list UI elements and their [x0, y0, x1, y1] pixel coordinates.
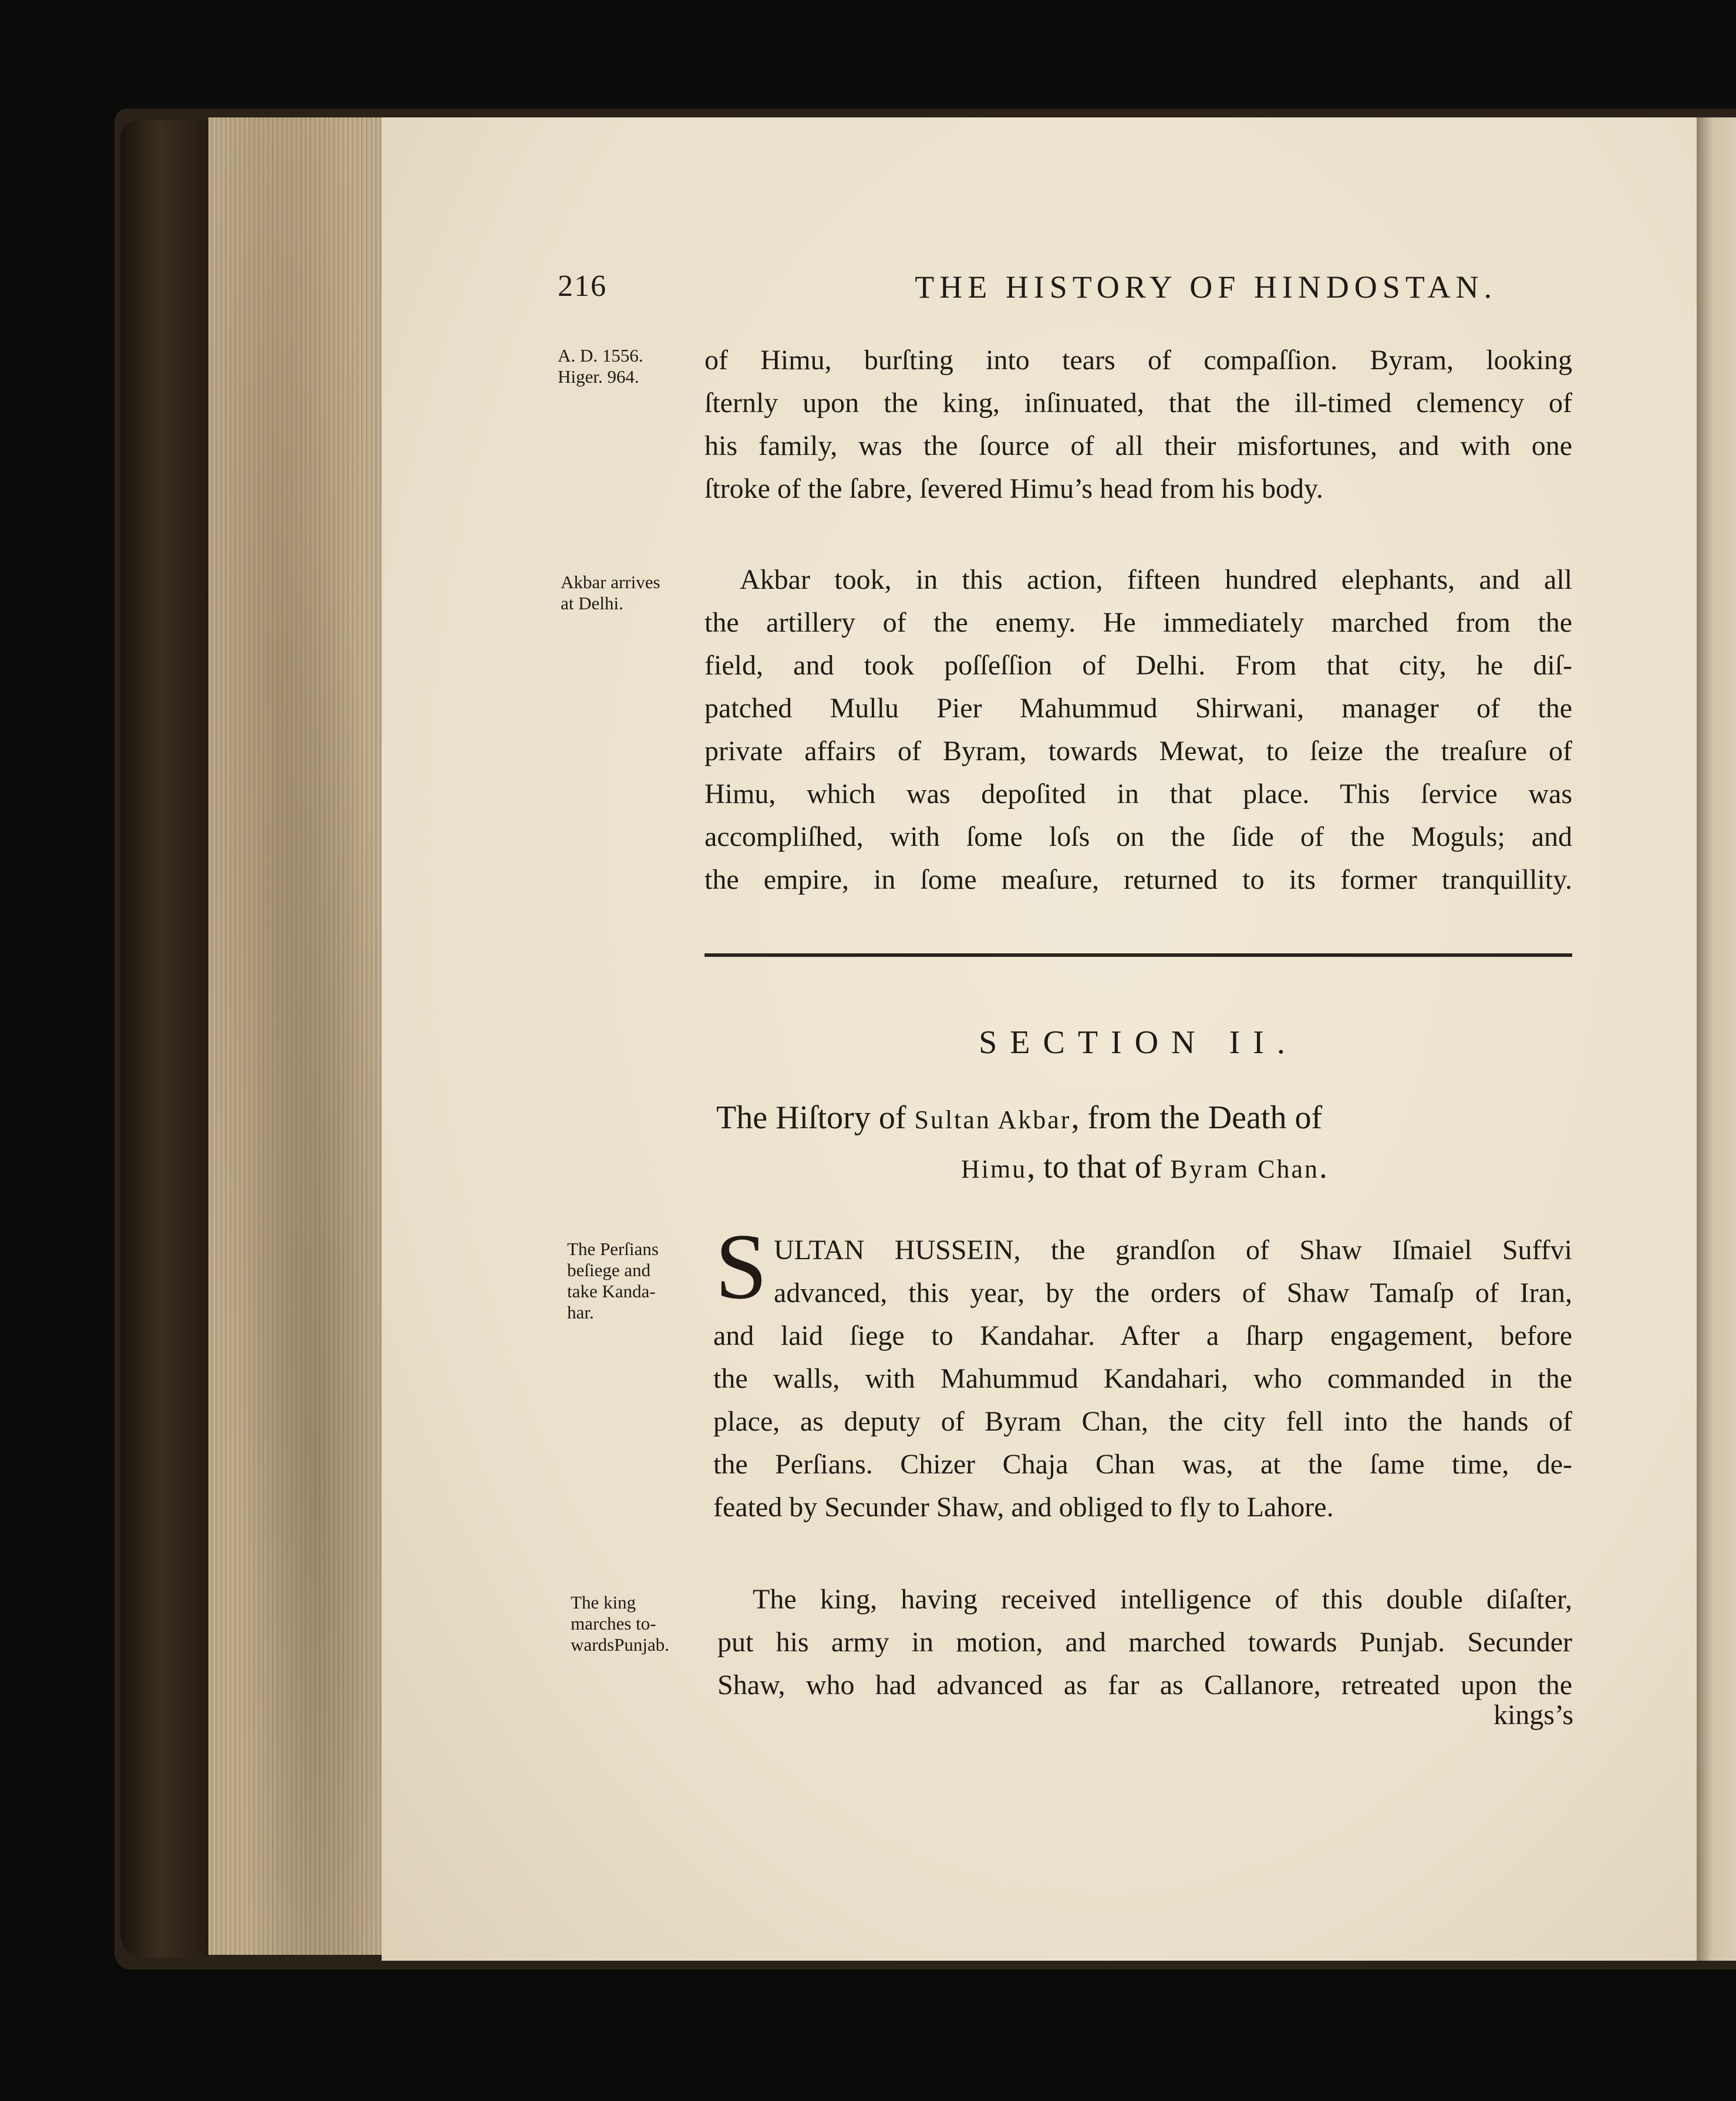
text-line: The king, having received intelligence of this double diſaſter,: [753, 1584, 1572, 1615]
subtitle-name: Byram Chan: [1170, 1155, 1320, 1183]
paragraph-3: [713, 1314, 1572, 1529]
text-line: ſternly upon the king, inſinuated, that the ill-timed clemency of: [704, 387, 1572, 419]
paragraph-2: [704, 558, 1572, 901]
margin-note-line: Akbar arrives: [561, 572, 660, 592]
margin-note-king-marches: [571, 1592, 669, 1655]
text-line: ULTAN HUSSEIN, the grandſon of Shaw Iſmaiel Suffvi: [774, 1235, 1572, 1266]
paragraph-4: [717, 1578, 1572, 1707]
text-line: of Himu, burſting into tears of compaſſion. Byram, looking: [704, 345, 1572, 376]
drop-cap: S: [715, 1214, 767, 1318]
margin-note-line: har.: [567, 1302, 594, 1323]
running-title: THE HISTORY OF HINDOSTAN.: [915, 269, 1497, 305]
subtitle-name: Sultan Akbar: [914, 1105, 1071, 1134]
section-heading: SECTION II.: [979, 1024, 1298, 1061]
subtitle-name: Himu: [960, 1155, 1027, 1183]
text-line: the empire, in ſome meaſure, returned to its former tranquillity.: [704, 864, 1572, 895]
margin-note-line: Higer. 964.: [558, 366, 639, 387]
text-line: private affairs of Byram, towards Mewat, to ſeize the treaſure of: [704, 736, 1572, 767]
margin-note-date: [558, 345, 643, 387]
text-line: the artillery of the enemy. He immediately marched from the: [704, 607, 1572, 638]
margin-note-line: take Kanda-: [567, 1281, 656, 1301]
margin-note-line: A. D. 1556.: [558, 345, 643, 366]
text-line: advanced, this year, by the orders of Shaw Tamaſp of Iran,: [774, 1277, 1572, 1309]
margin-note-line: at Delhi.: [561, 593, 623, 613]
text-line: his family, was the ſource of all their misfortunes, and with one: [704, 430, 1572, 461]
text-line: patched Mullu Pier Mahummud Shirwani, manager of the: [704, 693, 1572, 724]
subtitle-text: .: [1319, 1149, 1328, 1185]
subtitle-text: , to that of: [1027, 1149, 1171, 1185]
text-line: the Perſians. Chizer Chaja Chan was, at the ſame time, de-: [713, 1449, 1572, 1480]
text-line: the walls, with Mahummud Kandahari, who commanded in the: [713, 1363, 1572, 1394]
margin-note-akbar-arrives: [561, 572, 660, 614]
margin-note-line: wardsPunjab.: [571, 1634, 669, 1655]
text-line: put his army in motion, and marched towards Punjab. Secunder: [717, 1627, 1572, 1658]
subtitle-text: , from the Death of: [1071, 1100, 1323, 1136]
facing-page-edge: [1697, 117, 1736, 1961]
section-subtitle: [716, 1093, 1572, 1192]
section-divider-rule: [704, 953, 1572, 957]
page-number: 216: [558, 269, 607, 303]
text-line: feated by Secunder Shaw, and obliged to fly to Lahore.: [713, 1492, 1334, 1523]
subtitle-text: The Hiſtory of: [716, 1100, 915, 1136]
book-spine: [120, 120, 208, 1958]
paragraph-1: [704, 339, 1572, 510]
text-line: accompliſhed, with ſome loſs on the ſide of the Moguls; and: [704, 821, 1572, 852]
text-line: ſtroke of the ſabre, ſevered Himu’s head from his body.: [704, 473, 1323, 504]
margin-note-line: marches to-: [571, 1613, 656, 1634]
text-line: and laid ſiege to Kandahar. After a ſharp engagement, before: [713, 1320, 1572, 1351]
text-line: Shaw, who had advanced as far as Callanore, retreated upon the: [717, 1670, 1572, 1701]
margin-note-line: The Perſians: [567, 1239, 659, 1259]
subtitle-line-1: [716, 1093, 1572, 1142]
running-head: [558, 269, 1497, 322]
catchword: kings’s: [1493, 1699, 1573, 1731]
margin-note-line: The king: [571, 1592, 636, 1613]
margin-note-persians: [567, 1239, 659, 1323]
margin-note-line: beſiege and: [567, 1260, 651, 1280]
paragraph-3-opening: [774, 1229, 1572, 1314]
text-line: Himu, which was depoſited in that place. This ſervice was: [704, 778, 1572, 810]
text-line: field, and took poſſeſſion of Delhi. From that city, he diſ-: [704, 650, 1572, 681]
subtitle-line-2: [716, 1142, 1572, 1192]
text-line: place, as deputy of Byram Chan, the city fell into the hands of: [713, 1406, 1572, 1437]
page-block-edges: [208, 117, 387, 1955]
text-line: Akbar took, in this action, fifteen hundred elephants, and all: [740, 564, 1572, 595]
